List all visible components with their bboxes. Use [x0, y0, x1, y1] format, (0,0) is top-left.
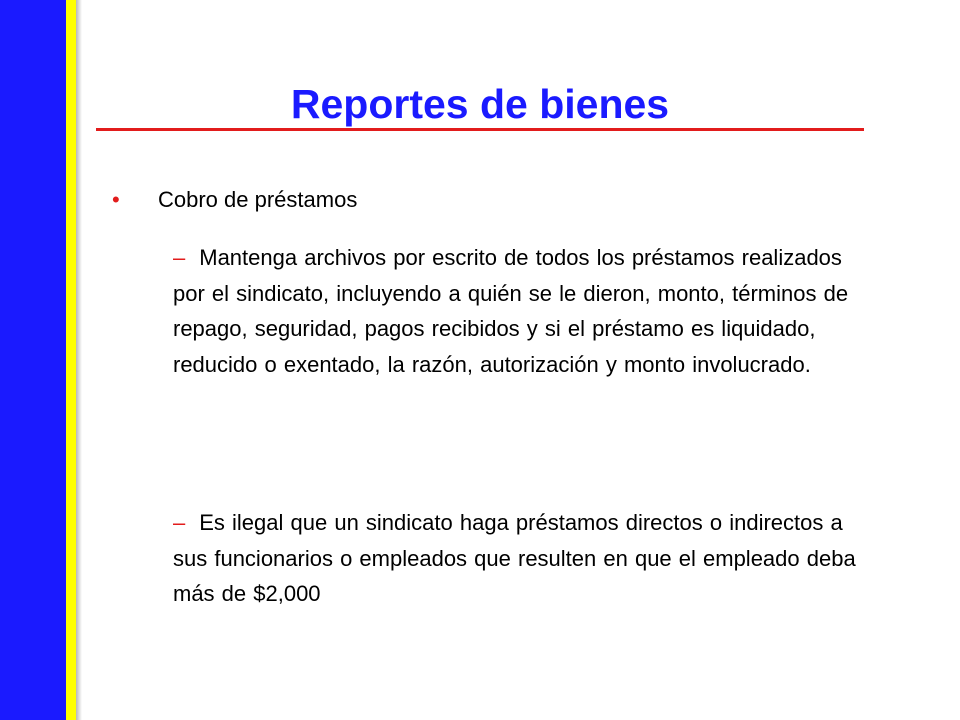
- bullet-marker: •: [112, 187, 120, 212]
- slide-title: Reportes de bienes: [290, 81, 670, 127]
- sub-bullet-text: Es ilegal que un sindicato haga préstamos directos o indirectos a sus funcionarios o empleados que resulten en que el empleado deba más de $2,000: [173, 510, 856, 606]
- bullet-text: Cobro de préstamos: [158, 187, 358, 212]
- sub-bullet-item: [173, 240, 873, 382]
- title-underline: [96, 128, 864, 131]
- dash-marker: –: [173, 510, 186, 535]
- side-accent-stripe: [66, 0, 76, 720]
- dash-marker: –: [173, 245, 186, 270]
- side-color-band: [0, 0, 66, 720]
- bullet-item: [112, 184, 872, 216]
- sub-bullet-text: Mantenga archivos por escrito de todos los préstamos realizados por el sindicato, incluyendo a quién se le dieron, monto, términos de repago, seguridad, pagos recibidos y si el préstamo es liquidado, reducido o exentado, la razón, autorización y monto involucrado.: [173, 245, 849, 377]
- side-shadow: [76, 0, 82, 720]
- sub-bullet-item: [173, 505, 873, 612]
